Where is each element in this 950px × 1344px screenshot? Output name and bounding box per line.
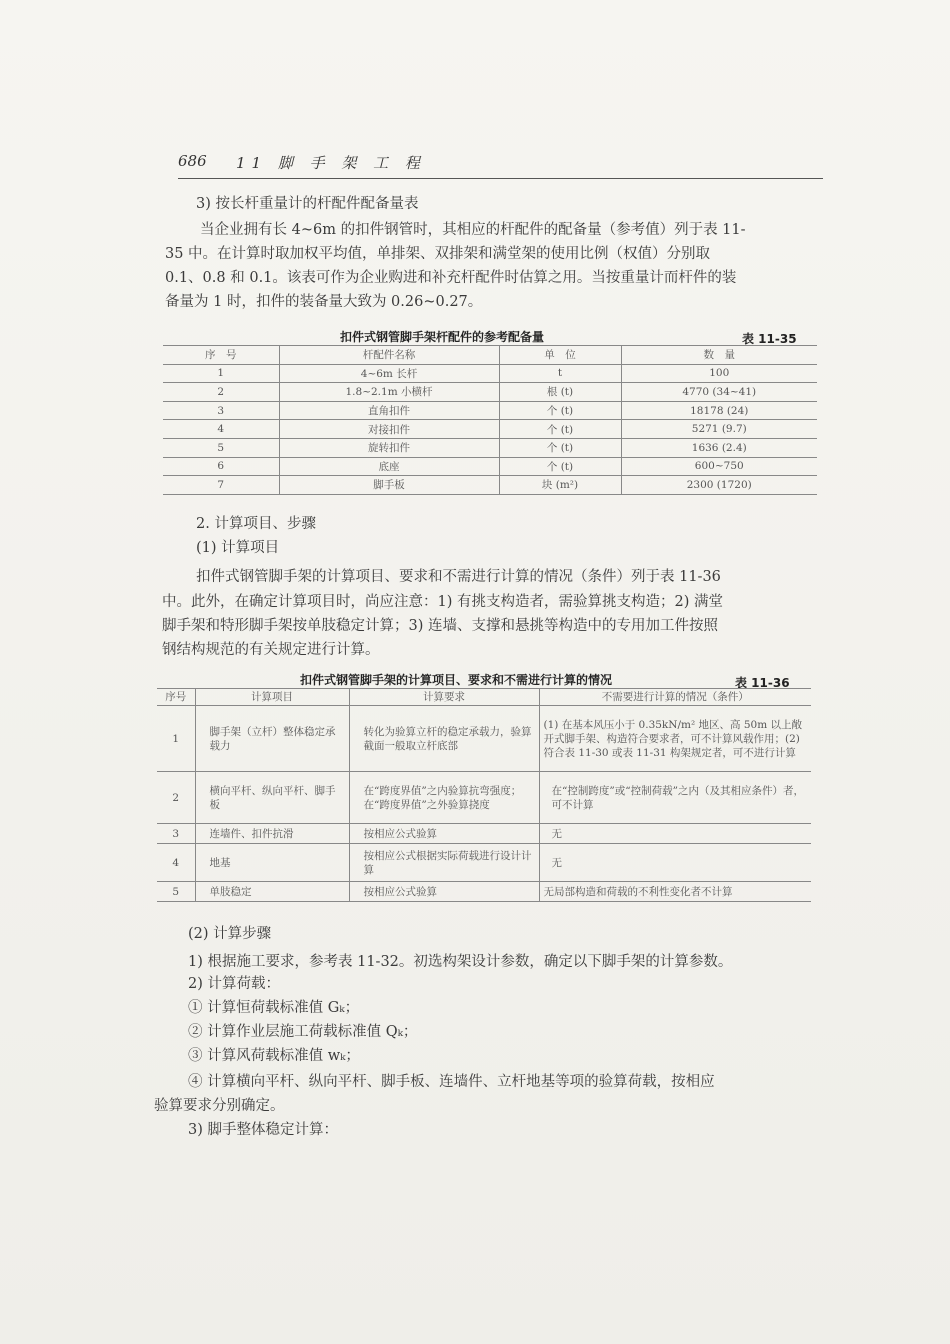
- table-cell: 个 (t): [499, 401, 621, 420]
- column-header: 单 位: [499, 346, 621, 365]
- table-row: [157, 844, 811, 882]
- subsection-2-title: (2) 计算步骤: [188, 926, 272, 942]
- table-cell: 1636 (2.4): [621, 438, 817, 457]
- table-cell: 无局部构造和荷载的不利性变化者不计算: [539, 882, 811, 902]
- step-line: 1) 根据施工要求，参考表 11-32。初选构架设计参数，确定以下脚手架的计算参数。: [188, 954, 733, 970]
- table-cell: 5: [163, 438, 279, 457]
- table-cell: 5271 (9.7): [621, 420, 817, 439]
- table-cell: 18178 (24): [621, 401, 817, 420]
- table-cell: 1: [163, 364, 279, 383]
- page-number: 686: [178, 152, 207, 170]
- table-cell: 无: [539, 824, 811, 844]
- table-36-number: 表 11-36: [735, 676, 790, 690]
- table-cell: 7: [163, 476, 279, 495]
- table-cell: 块 (m²): [499, 476, 621, 495]
- paragraph-line: 备量为 1 时，扣件的装备量大致为 0.26~0.27。: [165, 294, 483, 310]
- step-line: 验算要求分别确定。: [154, 1098, 285, 1114]
- table-row: [163, 401, 817, 420]
- table-35: [163, 345, 817, 495]
- table-36-caption: 扣件式钢管脚手架的计算项目、要求和不需进行计算的情况: [300, 673, 613, 687]
- table-cell: 1.8~2.1m 小横杆: [279, 383, 499, 402]
- table-cell: 4: [157, 844, 195, 882]
- table-cell: 600~750: [621, 457, 817, 476]
- table-cell: (1) 在基本风压小于 0.35kN/m² 地区、高 50m 以上敞开式脚手架、构造符合要求者，可不计算风载作用；(2) 符合表 11-30 或表 11-31 构架规定者，可不进行计算: [539, 706, 811, 772]
- table-row: [163, 476, 817, 495]
- table-35-caption: 扣件式钢管脚手架杆配件的参考配备量: [340, 330, 545, 344]
- paragraph-line: 当企业拥有长 4~6m 的扣件钢管时，其相应的杆配件的配备量（参考值）列于表 11-: [200, 222, 746, 238]
- table-cell: 在“跨度界值”之内验算抗弯强度；在“跨度界值”之外验算挠度: [349, 772, 539, 824]
- table-header-row: [157, 689, 811, 706]
- table-row: [163, 438, 817, 457]
- table-cell: 个 (t): [499, 420, 621, 439]
- paragraph-line: 钢结构规范的有关规定进行计算。: [162, 642, 380, 658]
- table-cell: 脚手架（立杆）整体稳定承载力: [195, 706, 349, 772]
- table-cell: 4~6m 长杆: [279, 364, 499, 383]
- table-cell: 横向平杆、纵向平杆、脚手板: [195, 772, 349, 824]
- step-line: ④ 计算横向平杆、纵向平杆、脚手板、连墙件、立杆地基等项的验算荷载，按相应: [188, 1074, 715, 1090]
- table-cell: 转化为验算立杆的稳定承载力，验算截面一般取立杆底部: [349, 706, 539, 772]
- table-cell: 1: [157, 706, 195, 772]
- step-line: 2) 计算荷载：: [188, 976, 280, 992]
- step-line: ① 计算恒荷载标准值 Gₖ；: [188, 1000, 360, 1016]
- step-line: ③ 计算风荷载标准值 wₖ；: [188, 1048, 360, 1064]
- column-header: 计算要求: [349, 689, 539, 706]
- table-row: [163, 420, 817, 439]
- table-cell: 4770 (34~41): [621, 383, 817, 402]
- table-header-row: [163, 346, 817, 365]
- table-row: [163, 457, 817, 476]
- table-cell: 直角扣件: [279, 401, 499, 420]
- step-line: ② 计算作业层施工荷载标准值 Qₖ；: [188, 1024, 418, 1040]
- table-cell: 2: [163, 383, 279, 402]
- table-cell: 6: [163, 457, 279, 476]
- table-cell: 连墙件、扣件抗滑: [195, 824, 349, 844]
- table-cell: 在“控制跨度”或“控制荷载”之内（及其相应条件）者，可不计算: [539, 772, 811, 824]
- table-row: [157, 882, 811, 902]
- column-header: 杆配件名称: [279, 346, 499, 365]
- table-row: [163, 383, 817, 402]
- table-cell: 旋转扣件: [279, 438, 499, 457]
- table-cell: t: [499, 364, 621, 383]
- table-cell: 单肢稳定: [195, 882, 349, 902]
- column-header: 不需要进行计算的情况（条件）: [539, 689, 811, 706]
- table-cell: 底座: [279, 457, 499, 476]
- table-row: [163, 364, 817, 383]
- table-cell: 2300 (1720): [621, 476, 817, 495]
- table-cell: 4: [163, 420, 279, 439]
- table-cell: 按相应公式验算: [349, 824, 539, 844]
- paragraph-line: 扣件式钢管脚手架的计算项目、要求和不需进行计算的情况（条件）列于表 11-36: [196, 569, 721, 585]
- paragraph-line: 35 中。在计算时取加权平均值，单排架、双排架和满堂架的使用比例（权值）分别取: [165, 246, 711, 262]
- table-cell: 100: [621, 364, 817, 383]
- paragraph-line: 0.1、0.8 和 0.1。该表可作为企业购进和补充杆配件时估算之用。当按重量计而杆件的装: [165, 270, 737, 286]
- paragraph-line: 脚手架和特形脚手架按单肢稳定计算；3) 连墙、支撑和悬挑等构造中的专用加工件按照: [162, 618, 718, 634]
- table-row: [157, 772, 811, 824]
- table-row: [157, 706, 811, 772]
- table-row: [157, 824, 811, 844]
- table-cell: 无: [539, 844, 811, 882]
- step-line: 3) 脚手整体稳定计算：: [188, 1122, 338, 1138]
- table-cell: 对接扣件: [279, 420, 499, 439]
- paragraph-line: 中。此外，在确定计算项目时，尚应注意：1) 有挑支构造者，需验算挑支构造；2) 满堂: [162, 594, 723, 610]
- table-cell: 3: [163, 401, 279, 420]
- chapter-title: 11 脚 手 架 工 程: [236, 154, 426, 172]
- table-36: [157, 688, 811, 902]
- table-cell: 按相应公式验算: [349, 882, 539, 902]
- table-cell: 地基: [195, 844, 349, 882]
- column-header: 序号: [157, 689, 195, 706]
- table-cell: 根 (t): [499, 383, 621, 402]
- column-header: 序 号: [163, 346, 279, 365]
- table-cell: 3: [157, 824, 195, 844]
- table-35-number: 表 11-35: [742, 332, 797, 346]
- page-header: [178, 150, 823, 179]
- section-3-title: 3) 按长杆重量计的杆配件配备量表: [196, 196, 419, 212]
- table-cell: 5: [157, 882, 195, 902]
- table-cell: 个 (t): [499, 457, 621, 476]
- subsection-1-title: (1) 计算项目: [196, 540, 280, 556]
- table-cell: 脚手板: [279, 476, 499, 495]
- column-header: 计算项目: [195, 689, 349, 706]
- section-2-title: 2. 计算项目、步骤: [196, 516, 316, 532]
- table-cell: 按相应公式根据实际荷载进行设计计算: [349, 844, 539, 882]
- table-cell: 个 (t): [499, 438, 621, 457]
- table-cell: 2: [157, 772, 195, 824]
- column-header: 数 量: [621, 346, 817, 365]
